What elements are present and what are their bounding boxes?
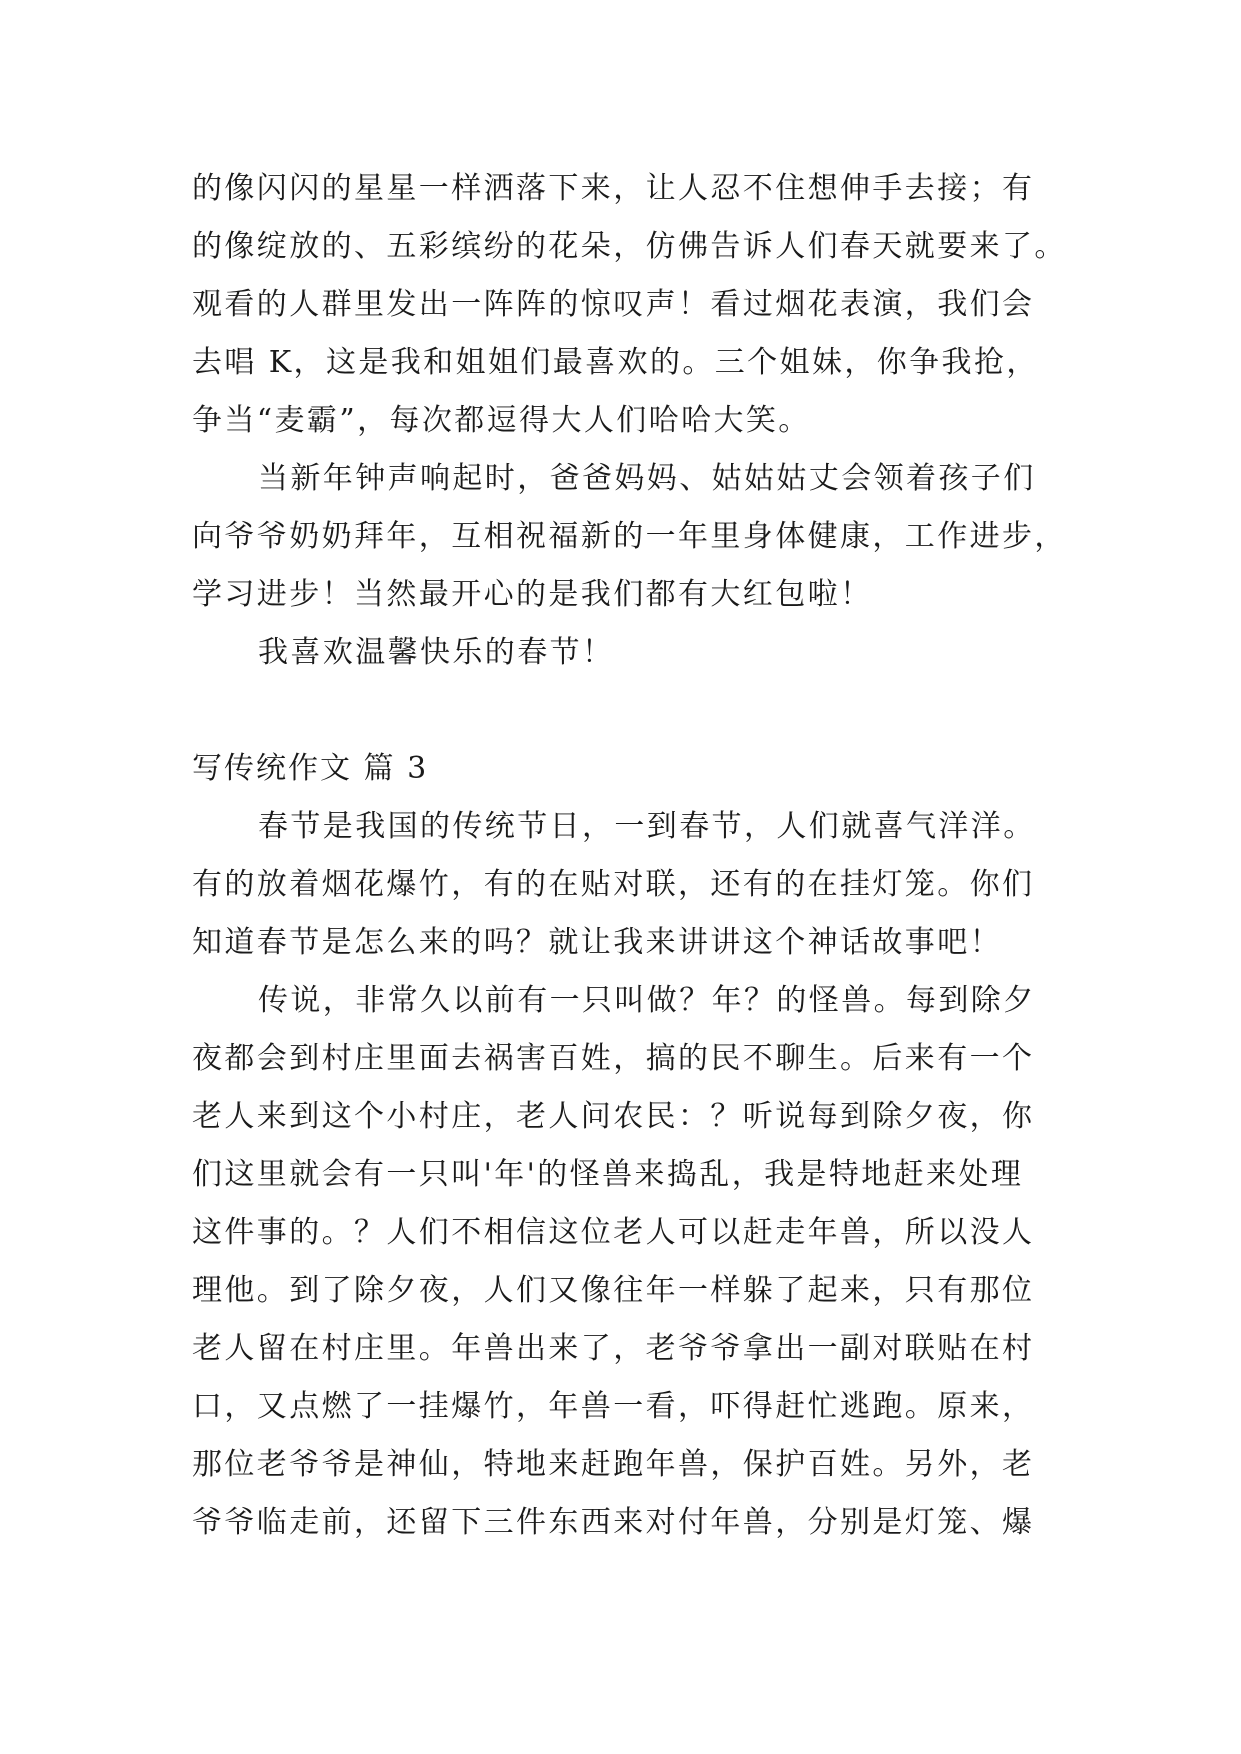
document-page — [192, 160, 1067, 1552]
text-line: 们这里就会有一只叫'年'的怪兽来捣乱，我是特地赶来处理 — [192, 1157, 1024, 1192]
text-line: 知道春节是怎么来的吗？就让我来讲讲这个神话故事吧！ — [192, 925, 1002, 960]
text-line: 向爷爷奶奶拜年，互相祝福新的一年里身体健康，工作进步， — [192, 519, 1067, 554]
text-line: 老人留在村庄里。年兽出来了，老爷爷拿出一副对联贴在村 — [192, 1331, 1035, 1366]
text-line: 去唱 K，这是我和姐姐们最喜欢的。三个姐妹，你争我抢， — [192, 345, 1039, 380]
text-line: 那位老爷爷是神仙，特地来赶跑年兽，保护百姓。另外，老 — [192, 1447, 1035, 1482]
text-line: 观看的人群里发出一阵阵的惊叹声！看过烟花表演，我们会 — [192, 287, 1035, 322]
section-gap — [192, 682, 1062, 740]
text-line: 有的放着烟花爆竹，有的在贴对联，还有的在挂灯笼。你们 — [192, 867, 1035, 902]
text-line: 这件事的。？人们不相信这位老人可以赶走年兽，所以没人 — [192, 1215, 1035, 1250]
text-line: 爷爷临走前，还留下三件东西来对付年兽，分别是灯笼、爆 — [192, 1505, 1035, 1540]
text-line: 春节是我国的传统节日，一到春节，人们就喜气洋洋。 — [258, 809, 1036, 844]
text-line: 的像绽放的、五彩缤纷的花朵，仿佛告诉人们春天就要来了。 — [192, 229, 1067, 264]
text-line: 我喜欢温馨快乐的春节！ — [258, 635, 615, 670]
section-heading: 写传统作文 篇 3 — [192, 751, 429, 786]
text-line: 当新年钟声响起时，爸爸妈妈、姑姑姑丈会领着孩子们 — [258, 461, 1036, 496]
text-line: 口，又点燃了一挂爆竹，年兽一看，吓得赶忙逃跑。原来， — [192, 1389, 1035, 1424]
text-line: 理他。到了除夕夜，人们又像往年一样躲了起来，只有那位 — [192, 1273, 1035, 1308]
text-line: 争当“麦霸”，每次都逗得大人们哈哈大笑。 — [192, 403, 811, 438]
text-line: 老人来到这个小村庄，老人问农民：？听说每到除夕夜，你 — [192, 1099, 1035, 1134]
text-line: 的像闪闪的星星一样洒落下来，让人忍不住想伸手去接；有 — [192, 171, 1035, 206]
text-line: 学习进步！当然最开心的是我们都有大红包啦！ — [192, 577, 873, 612]
text-line: 传说，非常久以前有一只叫做？年？的怪兽。每到除夕 — [258, 983, 1036, 1018]
text-line: 夜都会到村庄里面去祸害百姓，搞的民不聊生。后来有一个 — [192, 1041, 1035, 1076]
